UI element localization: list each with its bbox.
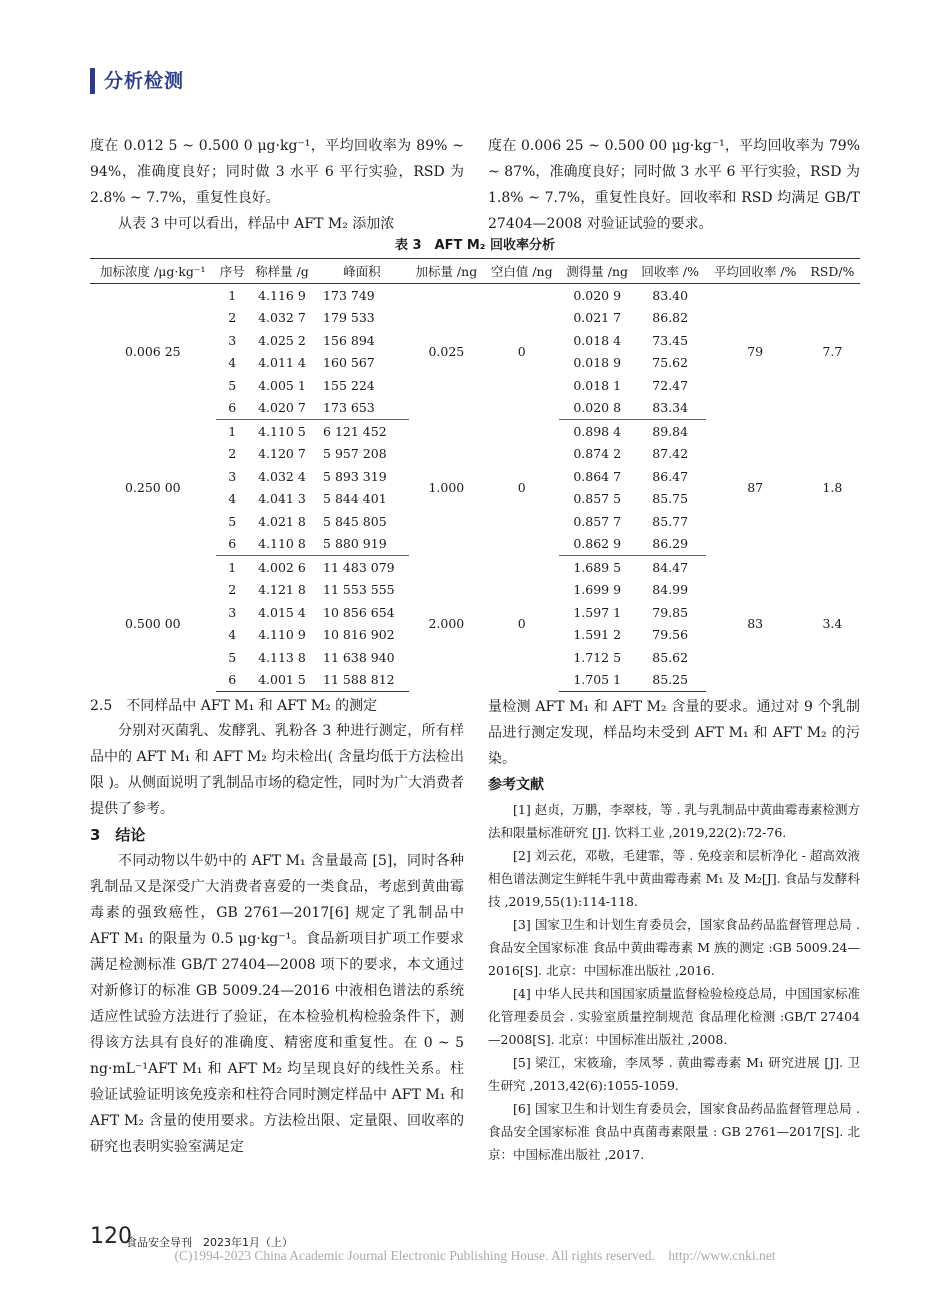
cell-spike: 0.025: [428, 344, 465, 360]
cell-spike: 1.000: [428, 480, 465, 495]
cell-weight: 4.002 6: [258, 559, 306, 575]
cell-recovery: 86.47: [652, 468, 689, 484]
cell-weight: 4.011 4: [258, 355, 306, 371]
cell-recovery: 79.56: [652, 627, 689, 643]
top-right-column: [488, 133, 860, 237]
cell-number: 1: [228, 559, 237, 575]
cell-measured: 0.857 5: [573, 491, 622, 507]
cell-peak-area: 10 856 654: [323, 604, 395, 620]
cell-measured: 1.591 2: [573, 627, 622, 643]
cell-recovery: 73.45: [652, 332, 689, 348]
cell-number: 4: [228, 355, 237, 371]
cell-measured: 0.864 7: [573, 468, 622, 484]
cell-weight: 4.032 4: [258, 468, 306, 484]
cell-recovery: 83.34: [635, 397, 706, 420]
cell-number: 3: [228, 468, 237, 484]
col-header: 空白值 /ng: [484, 259, 559, 284]
cell-recovery: 79.85: [652, 604, 689, 620]
cell-number: 2: [228, 582, 237, 598]
cell-peak-area: 11 588 812: [315, 669, 409, 692]
table-header-row: [90, 259, 860, 284]
cell-measured: 0.020 9: [573, 287, 622, 303]
cell-avg-recovery: 83: [747, 616, 764, 631]
reference-item: [4] 中华人民共和国国家质量监督检验检疫总局，中国国家标准化管理委员会 . 实验室质量控制规范 食品理化检测 :GB/T 27404—2008[S]. 北京：中国标准出版社 ,2008.: [488, 986, 860, 1047]
cell-concentration: 0.500 00: [124, 616, 181, 631]
page-number: 120: [90, 1224, 132, 1249]
col-header: 称样量 /g: [249, 259, 315, 284]
col-header: 序号: [216, 259, 249, 284]
cell-recovery: 84.47: [652, 559, 689, 575]
cell-measured: 1.712 5: [573, 649, 622, 665]
cell-weight: 4.110 9: [258, 627, 306, 643]
cell-recovery: 85.75: [652, 491, 689, 507]
recovery-table: [90, 258, 860, 692]
cell-measured: 1.597 1: [573, 604, 622, 620]
cell-measured: 0.857 7: [573, 513, 622, 529]
cell-peak-area: 173 749: [323, 287, 375, 303]
cell-blank: 0: [517, 480, 526, 495]
cell-number: 5: [228, 649, 237, 665]
cell-number: 4: [228, 491, 237, 507]
reference-item: [6] 国家卫生和计划生育委员会，国家食品药品监督管理总局 . 食品安全国家标准 食品中真菌毒素限量 : GB 2761—2017[S]. 北京：中国标准出版社 ,2017.: [488, 1101, 860, 1162]
cell-measured: 0.020 8: [559, 397, 634, 420]
cell-number: 6: [216, 669, 249, 692]
cell-recovery: 83.40: [652, 287, 689, 303]
cell-number: 5: [228, 513, 237, 529]
cell-weight: 4.120 7: [258, 446, 306, 462]
cell-measured: 0.018 9: [573, 355, 622, 371]
table-caption: 表 3 AFT M₂ 回收率分析: [394, 238, 556, 253]
col-header: 加标量 /ng: [409, 259, 484, 284]
cell-recovery: 86.82: [652, 310, 689, 326]
cell-weight: 4.116 9: [258, 287, 306, 303]
cell-blank: 0: [517, 616, 526, 631]
bottom-right-column: [488, 694, 860, 1166]
paragraph: 量检测 AFT M₁ 和 AFT M₂ 含量的要求。通过对 9 个乳制品进行测定发现，样品均未受到 AFT M₁ 和 AFT M₂ 的污染。: [488, 699, 860, 767]
cell-weight: 4.032 7: [258, 310, 306, 326]
cell-number: 3: [228, 332, 237, 348]
cell-measured: 0.874 2: [573, 446, 622, 462]
cell-peak-area: 5 844 401: [323, 491, 387, 507]
col-header: 平均回收率 /%: [706, 259, 805, 284]
cell-weight: 4.025 2: [258, 332, 306, 348]
reference-item: [2] 刘云花，邓敬，毛建霏，等 . 免疫亲和层析净化 - 超高效液相色谱法测定生鲜牦牛乳中黄曲霉毒素 M₁ 及 M₂[J]. 食品与发酵科技 ,2019,55(1):114-118.: [488, 848, 860, 909]
cell-number: 1: [228, 287, 237, 303]
watermark: (C)1994-2023 China Academic Journal Electronic Publishing House. All rights reserved. http://www.cnki.net: [174, 1248, 776, 1263]
col-header: 测得量 /ng: [559, 259, 634, 284]
cell-weight: 4.005 1: [258, 377, 306, 393]
cell-number: 5: [228, 377, 237, 393]
cell-number: 4: [228, 627, 237, 643]
col-header: 峰面积: [315, 259, 409, 284]
cell-number: 6: [216, 397, 249, 420]
table-row: [90, 420, 860, 443]
reference-item: [5] 梁江，宋筱瑜，李凤琴 . 黄曲霉毒素 M₁ 研究进展 [J]. 卫生研究 ,2013,42(6):1055-1059.: [488, 1055, 860, 1093]
cell-peak-area: 156 894: [323, 332, 375, 348]
cell-peak-area: 160 567: [323, 355, 375, 371]
cell-recovery: 85.77: [652, 513, 689, 529]
bottom-left-column: [90, 694, 464, 1160]
table-row: [90, 556, 860, 579]
cell-number: 6: [216, 533, 249, 556]
cell-blank: 0: [517, 344, 526, 360]
cell-peak-area: 11 483 079: [323, 559, 395, 575]
cell-peak-area: 6 121 452: [323, 423, 387, 439]
cell-avg-recovery: 87: [747, 480, 764, 495]
paragraph: 度在 0.012 5 ~ 0.500 0 μg·kg⁻¹，平均回收率为 89% ~ 94%，准确度良好；同时做 3 水平 6 平行实验，RSD 为 2.8% ~ 7.7%，重复性良好。: [90, 138, 464, 206]
journal-name: 食品安全导刊 2023年1月（上）: [126, 1236, 293, 1249]
cell-recovery: 86.29: [635, 533, 706, 556]
paragraph: 分别对灭菌乳、发酵乳、乳粉各 3 种进行测定，所有样品中的 AFT M₁ 和 AFT M₂ 均未检出( 含量均低于方法检出限 )。从侧面说明了乳制品市场的稳定性，同时为广大消费者提供了参考。: [90, 723, 464, 817]
cell-number: 2: [228, 310, 237, 326]
section-bar: [90, 68, 95, 94]
cell-peak-area: 173 653: [315, 397, 409, 420]
cell-measured: 0.898 4: [573, 423, 622, 439]
cell-avg-recovery: 79: [747, 344, 764, 360]
cell-recovery: 84.99: [652, 582, 689, 598]
cell-peak-area: 11 553 555: [323, 582, 395, 598]
cell-weight: 4.041 3: [258, 491, 306, 507]
cell-recovery: 72.47: [652, 377, 689, 393]
cell-number: 3: [228, 604, 237, 620]
reference-item: [3] 国家卫生和计划生育委员会，国家食品药品监督管理总局 . 食品安全国家标准 食品中黄曲霉毒素 M 族的测定 :GB 5009.24—2016[S]. 北京：中国标准出版社 ,2016.: [488, 917, 860, 978]
cell-weight: 4.020 7: [249, 397, 315, 420]
cell-concentration: 0.250 00: [124, 480, 181, 495]
references-title: 参考文献: [488, 777, 544, 793]
cell-weight: 4.121 8: [258, 582, 306, 598]
cell-measured: 0.018 4: [573, 332, 622, 348]
cell-measured: 0.021 7: [573, 310, 622, 326]
top-left-column: [90, 133, 464, 237]
cell-spike: 2.000: [428, 616, 465, 631]
col-header: 加标浓度 /μg·kg⁻¹: [90, 259, 216, 284]
cell-measured: 0.862 9: [559, 533, 634, 556]
cell-weight: 4.021 8: [258, 513, 306, 529]
cell-weight: 4.113 8: [258, 649, 306, 665]
cell-rsd: 7.7: [822, 344, 843, 360]
cell-recovery: 89.84: [652, 423, 689, 439]
paragraph: 从表 3 中可以看出，样品中 AFT M₂ 添加浓: [118, 216, 395, 232]
cell-recovery: 85.62: [652, 649, 689, 665]
cell-measured: 1.689 5: [573, 559, 622, 575]
cell-peak-area: 10 816 902: [323, 627, 395, 643]
cell-rsd: 1.8: [822, 480, 843, 495]
cell-weight: 4.015 4: [258, 604, 306, 620]
cell-recovery: 75.62: [652, 355, 689, 371]
cell-peak-area: 179 533: [323, 310, 375, 326]
col-header: RSD/%: [805, 259, 860, 284]
cell-peak-area: 5 957 208: [323, 446, 387, 462]
cell-weight: 4.110 8: [249, 533, 315, 556]
cell-measured: 0.018 1: [573, 377, 622, 393]
cell-weight: 4.001 5: [249, 669, 315, 692]
cell-peak-area: 11 638 940: [323, 649, 395, 665]
cell-peak-area: 5 880 919: [315, 533, 409, 556]
section-heading-2-5: 2.5 不同样品中 AFT M₁ 和 AFT M₂ 的测定: [90, 698, 378, 714]
cell-rsd: 3.4: [822, 616, 843, 631]
cell-number: 2: [228, 446, 237, 462]
cell-recovery: 85.25: [635, 669, 706, 692]
cell-peak-area: 5 845 805: [323, 513, 387, 529]
cell-measured: 1.699 9: [573, 582, 622, 598]
cell-recovery: 87.42: [652, 446, 689, 462]
section-title: 分析检测: [104, 70, 185, 92]
cell-number: 1: [228, 423, 237, 439]
cell-concentration: 0.006 25: [124, 344, 181, 360]
cell-peak-area: 5 893 319: [323, 468, 387, 484]
cell-peak-area: 155 224: [323, 377, 375, 393]
section-heading-3: 3 结论: [90, 826, 146, 844]
cell-measured: 1.705 1: [559, 669, 634, 692]
reference-item: [1] 赵贞，万鹏，李翠枝，等 . 乳与乳制品中黄曲霉毒素检测方法和限量标准研究 [J]. 饮料工业 ,2019,22(2):72-76.: [488, 802, 860, 840]
cell-weight: 4.110 5: [258, 423, 306, 439]
table-row: [90, 284, 860, 307]
paragraph: 不同动物以牛奶中的 AFT M₁ 含量最高 [5]，同时各种乳制品又是深受广大消费者喜爱的一类食品，考虑到黄曲霉毒素的强致癌性，GB 2761—2017[6] 规定了乳制品中 AFT M₁ 的限量为 0.5 μg·kg⁻¹。食品新项目扩项工作要求满足检测标准 GB/T 27404—2008 项下的要求，本文通过对新修订的标准 GB 5009.24—2016 中液相色谱法的系统适应性试验方法进行了验证，在本检验机构检验条件下，测得该方法具有良好的准确度、精密度和重复性。在 0 ~ 5 ng·mL⁻¹AFT M₁ 和 AFT M₂ 均呈现良好的线性关系。柱验证试验证明该免疫亲和柱符合同时测定样品中 AFT M₁ 和 AFT M₂ 含量的使用要求。方法检出限、定量限、回收率的研究也表明实验室满足定: [90, 853, 464, 1155]
paragraph: 度在 0.006 25 ~ 0.500 00 μg·kg⁻¹，平均回收率为 79% ~ 87%，准确度良好；同时做 3 水平 6 平行实验，RSD 为 1.8% ~ 7.7%，重复性良好。回收率和 RSD 均满足 GB/T 27404—2008 对验证试验的要求。: [488, 138, 860, 232]
col-header: 回收率 /%: [635, 259, 706, 284]
